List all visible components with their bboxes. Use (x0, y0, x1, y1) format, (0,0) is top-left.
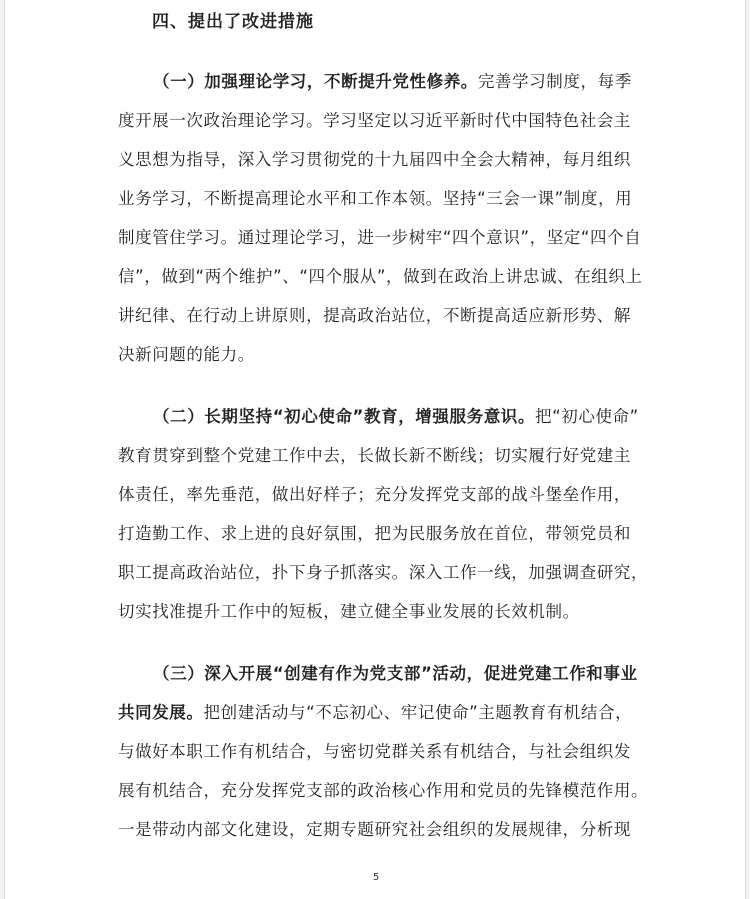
paragraph-line: 打造勤工作、求上进的良好氛围，把为民服务放在首位，带领党员和 (118, 524, 631, 543)
paragraph-line: 讲纪律、在行动上讲原则，提高政治站位，不断提高适应新形势、解 (118, 306, 631, 325)
paragraph-line: 体责任，率先垂范，做出好样子；充分发挥党支部的战斗堡垒作用， (118, 485, 631, 504)
paragraph-title: （三）深入开展“创建有作为党支部”活动，促进党建工作和事业 (153, 664, 638, 683)
paragraph-line: 信”，做到“两个维护”、“四个服从”，做到在政治上讲忠诚、在组织上 (118, 267, 643, 286)
paragraph-line: 一是带动内部文化建设，定期专题研究社会组织的发展规律，分析现 (118, 820, 631, 839)
paragraph-text: 完善学习制度，每季 (477, 72, 632, 91)
paragraph-line (153, 659, 638, 689)
paragraph-title: （二）长期坚持“初心使命”教育，增强服务意识。 (153, 407, 535, 426)
paragraph-line (118, 698, 632, 728)
paragraph-line: 决新问题的能力。 (118, 345, 255, 364)
paragraph-title: （一）加强理论学习，不断提升党性修养。 (153, 72, 478, 91)
paragraph-line: 与做好本职工作有机结合，与密切党群关系有机结合，与社会组织发 (118, 742, 631, 761)
paragraph-line: 展有机结合，充分发挥党支部的政治核心作用和党员的先锋模范作用。 (118, 781, 649, 800)
paragraph-text: 把创建活动与“不忘初心、牢记使命”主题教育有机结合， (203, 703, 633, 722)
paragraph-line: 度开展一次政治理论学习。学习坚定以习近平新时代中国特色社会主 (118, 111, 631, 130)
paragraph-line: 义思想为指导，深入学习贯彻党的十九届四中全会大精神，每月组织 (118, 150, 631, 169)
paragraph-title: 共同发展。 (118, 703, 204, 722)
paragraph-line: 制度管住学习。通过理论学习，进一步树牢“四个意识”，坚定“四个自 (118, 228, 642, 247)
paragraph-text: 把“初心使命” (535, 407, 639, 426)
paragraph-line: 切实找准提升工作中的短板，建立健全事业发展的长效机制。 (118, 602, 580, 621)
paragraph-line: 教育贯穿到整个党建工作中去，长做长新不断线；切实履行好党建主 (118, 446, 631, 465)
page-number: 5 (372, 872, 380, 883)
paragraph-line: 职工提高政治站位，扑下身子抓落实。深入工作一线，加强调查研究， (118, 563, 649, 582)
paragraph-line (153, 67, 632, 97)
document-page (4, 0, 746, 899)
section-heading: 四、提出了改进措施 (152, 12, 314, 32)
paragraph-line (153, 402, 639, 432)
paragraph-line: 业务学习，不断提高理论水平和工作本领。坚持“三会一课”制度，用 (118, 189, 633, 208)
